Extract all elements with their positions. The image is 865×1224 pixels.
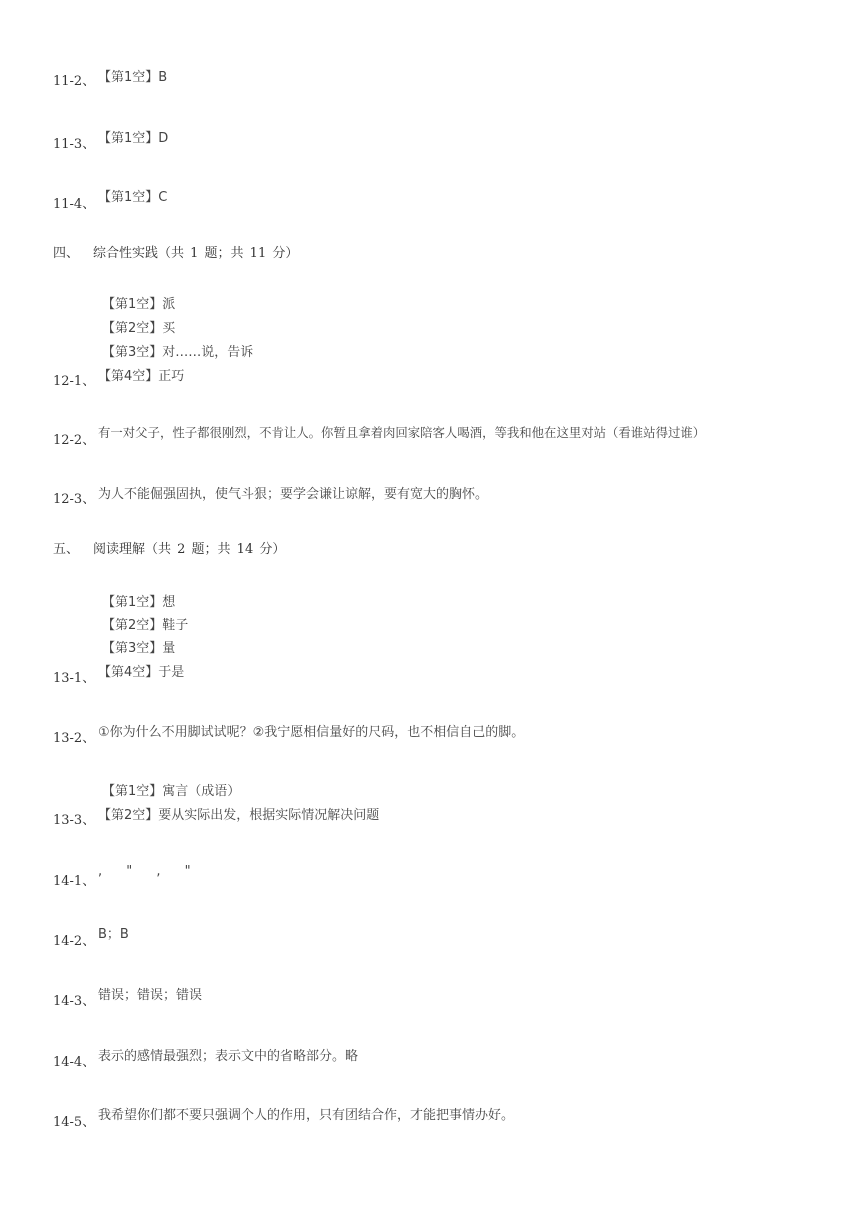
blank-answer-2: 【第2空】鞋子 [102,618,189,633]
section-label: 五、 [53,542,80,557]
question-number: 13-3、 [53,813,96,828]
answer-text: 为人不能倔强固执，使气斗狠；要学会谦让谅解，要有宽大的胸怀。 [98,487,489,502]
blank-answer-2: 【第2空】买 [102,321,176,336]
answer-text: 我希望你们都不要只强调个人的作用，只有团结合作，才能把事情办好。 [98,1108,515,1123]
question-number: 14-1、 [53,874,96,889]
question-number: 13-2、 [53,731,96,746]
blank-answer-3: 【第3空】对……说，告诉 [102,345,254,360]
question-number: 14-2、 [53,934,96,949]
section-label: 四、 [53,246,80,261]
section-heading-4 [53,242,298,261]
section-heading-5 [53,538,285,557]
question-number: 12-3、 [53,492,96,507]
answer-text: 表示的感情最强烈；表示文中的省略部分。略 [98,1049,359,1064]
question-number: 12-2、 [53,433,96,448]
answer-text: ①你为什么不用脚试试呢？②我宁愿相信量好的尺码，也不相信自己的脚。 [98,725,525,740]
question-number: 13-1、 [53,671,96,686]
blank-answer-1: 【第1空】想 [102,595,176,610]
blank-answer-1: 【第1空】派 [102,297,176,312]
answer-text: 错误；错误；错误 [98,988,203,1003]
question-number: 14-5、 [53,1115,96,1130]
section-title: 综合性实践（共 1 题；共 11 分） [93,246,299,261]
answer-text: B；B [98,927,129,942]
section-title: 阅读理解（共 2 题；共 14 分） [93,542,286,557]
question-number: 11-4、 [53,197,96,212]
blank-answer-3: 【第3空】量 [102,641,176,656]
blank-answer-2: 【第2空】要从实际出发，根据实际情况解决问题 [98,808,380,823]
question-number: 11-2、 [53,74,96,89]
blank-answer-4: 【第4空】于是 [98,665,185,680]
question-number: 14-3、 [53,994,96,1009]
answer-text: 有一对父子，性子都很刚烈，不肯让人。你暂且拿着肉回家陪客人喝酒，等我和他在这里对站（看谁站得过谁） [98,425,706,440]
answer-text: 【第1空】D [98,131,169,146]
question-number: 12-1、 [53,374,96,389]
answer-text: 【第1空】B [98,70,168,85]
answer-text: , " , " [98,864,201,879]
question-number: 14-4、 [53,1055,96,1070]
answer-text: 【第1空】C [98,190,168,205]
question-number: 11-3、 [53,137,96,152]
blank-answer-4: 【第4空】正巧 [98,369,185,384]
blank-answer-1: 【第1空】寓言（成语） [102,784,241,799]
